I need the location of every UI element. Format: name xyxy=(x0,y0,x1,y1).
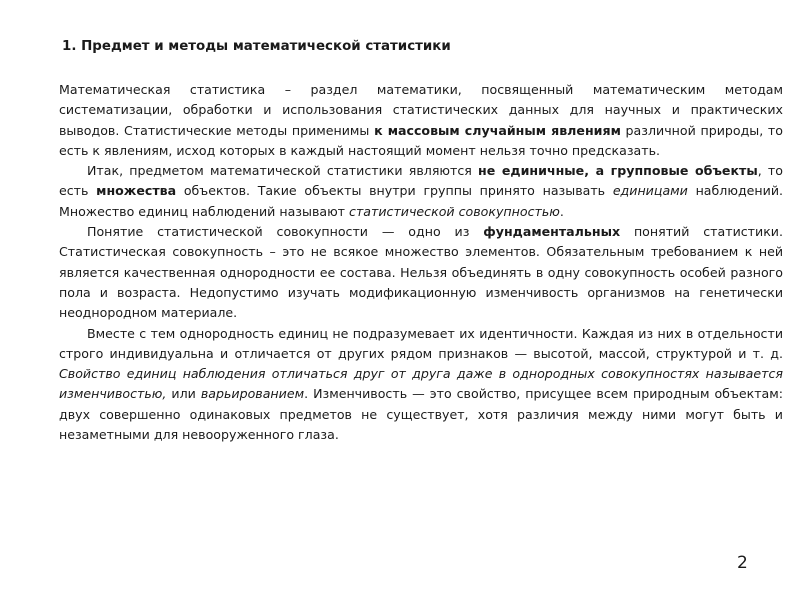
bold-text: фундаментальных xyxy=(483,224,621,240)
text-run: . Изменчивость — это свойство, присущее всем природным объектам: двух совершенно одинаковых предметов не существует, хотя различия между ними могут быть и незаметными для невооруженного глаза. xyxy=(59,386,784,443)
bold-text: множества xyxy=(96,183,177,199)
italic-text: Свойство единиц наблюдения отличаться друг от друга даже в однородных совокупностях называется изменчивостью, xyxy=(59,366,783,402)
text-run: Вместе с тем однородность единиц не подразумевает их идентичности. Каждая из них в отдельности строго индивидуальна и отличается от других рядом признаков — высотой, массой, структурой и т. д. xyxy=(59,325,783,361)
text-run: наблюдений. Множество единиц наблюдений называют xyxy=(59,183,784,219)
paragraph xyxy=(59,324,783,446)
italic-text: единицами xyxy=(612,183,688,199)
paragraph xyxy=(59,222,783,323)
slide-body xyxy=(59,80,783,445)
text-run: понятий статистики. Статистическая совокупность – это не всякое множество элементов. Обязательным требованием к ней является качественная однородности ее состава. Нельзя объединять в одну совокупность особей разного пола и возраста. Недопустимо изучать модификационную изменчивость организмов на генетически неоднородном материале. xyxy=(59,224,783,321)
text-run: или xyxy=(166,386,201,402)
text-run: различной природы, то есть к явлениям, исход которых в каждый настоящий момент нельзя точно предсказать. xyxy=(59,122,783,158)
paragraph xyxy=(59,80,783,161)
italic-text: статистической совокупностью xyxy=(349,203,560,219)
text-run: Итак, предметом математической статистики являются xyxy=(87,163,479,179)
text-run: Математическая статистика – раздел математики, посвященный математическим методам систематизации, обработки и использования статистических данных для научных и практических выводов. Статистические методы применимы xyxy=(59,82,783,138)
italic-text: варьированием xyxy=(200,386,305,402)
page-number: 2 xyxy=(737,553,748,573)
paragraph xyxy=(59,161,783,222)
bold-text: к массовым случайным явлениям xyxy=(374,122,621,138)
text-run: , то есть xyxy=(59,163,783,199)
slide-title: 1. Предмет и методы математической статистики xyxy=(62,39,451,54)
text-run: Понятие статистической совокупности — одно из xyxy=(87,224,484,240)
bold-text: не единичные, а групповые объекты xyxy=(478,163,758,179)
text-run: объектов. Такие объекты внутри группы принято называть xyxy=(176,183,613,199)
text-run: . xyxy=(559,203,564,219)
